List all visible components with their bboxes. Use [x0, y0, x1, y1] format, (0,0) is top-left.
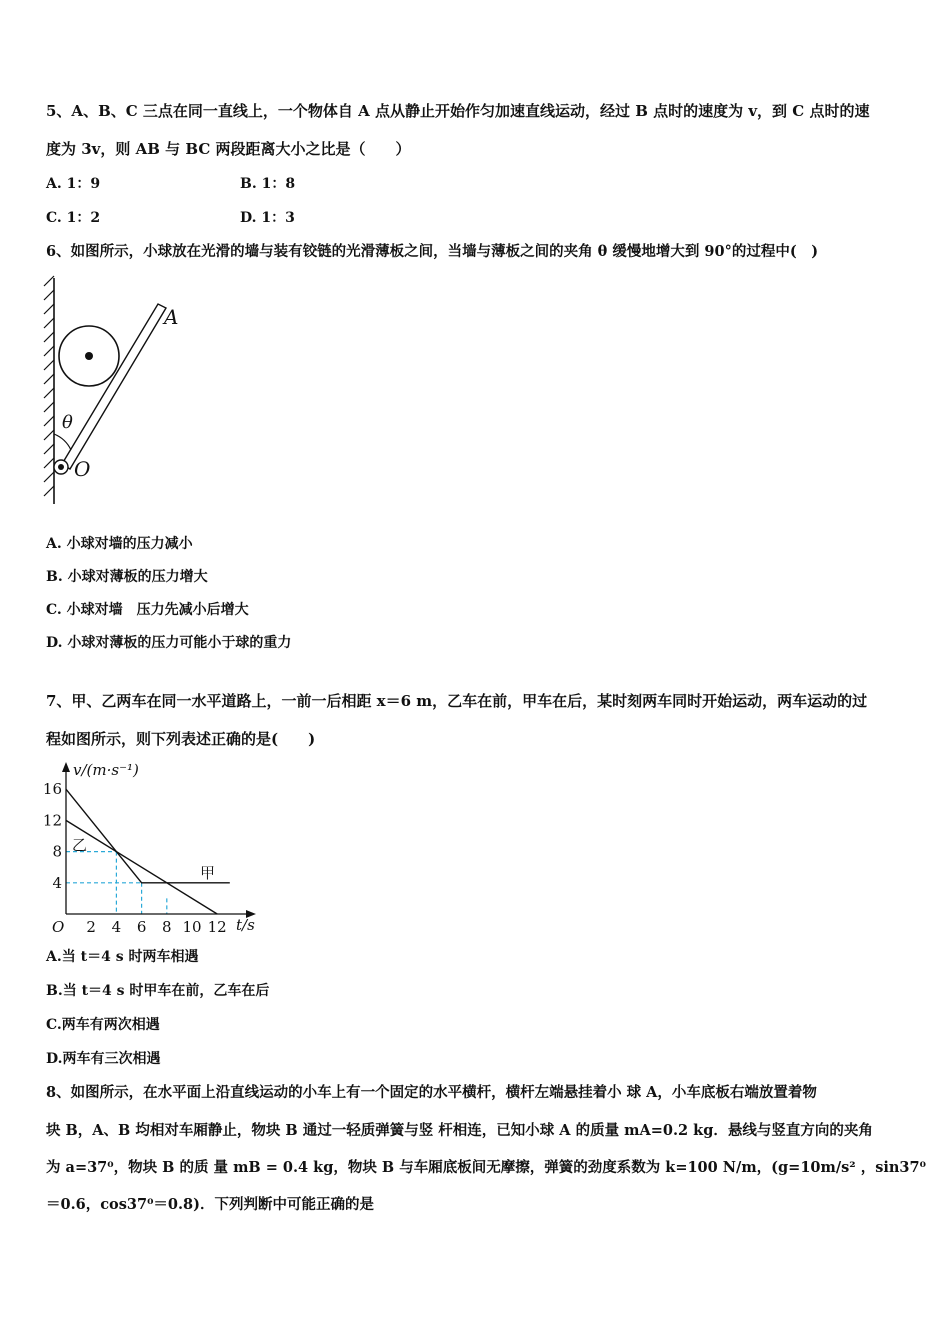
q5-stem-line1: 5、A、B、C 三点在同一直线上，一个物体自 A 点从静止开始作匀加速直线运动，经过 B 点时的速度为 v，到 C 点时的速	[46, 102, 870, 120]
y-axis-arrow	[62, 762, 70, 772]
chart-origin-label: O	[52, 918, 65, 936]
q7-option-b: B.当 t＝4 s 时甲车在前，乙车在后	[46, 983, 270, 999]
q8-stem-line2: 块 B，A、B 均相对车厢静止，物块 B 通过一轻质弹簧与竖 杆相连，已知小球 A 的质量 mA=0.2 kg．悬线与竖直方向的夹角	[46, 1122, 873, 1139]
chart-ylabel: v/(m·s⁻¹)	[73, 761, 139, 779]
label-o: O	[74, 457, 91, 481]
y-tick-label: 16	[42, 780, 62, 799]
angle-arc	[54, 434, 71, 450]
x-tick-label: 12	[207, 918, 227, 936]
series-label-jia: 甲	[200, 864, 216, 882]
hinge-dot	[58, 464, 64, 470]
q5-option-d: D. 1：3	[240, 210, 295, 226]
x-tick-label: 10	[182, 918, 202, 936]
q6-option-b: B. 小球对薄板的压力增大	[46, 569, 208, 585]
q7-stem-line1: 7、甲、乙两车在同一水平道路上，一前一后相距 x＝6 m，乙车在前，甲车在后，某时刻两车同时开始运动，两车运动的过	[46, 692, 868, 710]
y-tick-label: 12	[42, 811, 62, 830]
wall-hatching	[44, 276, 54, 504]
x-tick-label: 6	[136, 918, 147, 936]
q7-option-c: C.两车有两次相遇	[46, 1017, 160, 1033]
q8-stem-line1: 8、如图所示，在水平面上沿直线运动的小车上有一个固定的水平横杆，横杆左端悬挂着小 球 A，小车底板右端放置着物	[46, 1084, 817, 1101]
q5-option-c: C. 1：2	[46, 210, 101, 226]
q6-stem: 6、如图所示，小球放在光滑的墙与装有铰链的光滑薄板之间，当墙与薄板之间的夹角 θ 缓慢地增大到 90°的过程中( )	[46, 243, 819, 260]
q6-wall-board-figure	[40, 272, 200, 512]
q5-option-b: B. 1：8	[240, 176, 296, 192]
ball-center-dot	[85, 352, 93, 360]
q6-option-d: D. 小球对薄板的压力可能小于球的重力	[46, 635, 292, 651]
q7-option-a: A.当 t＝4 s 时两车相遇	[46, 949, 199, 965]
chart-xlabel: t/s	[236, 916, 255, 934]
q8-stem-line4: ＝0.6，cos37⁰＝0.8)．下列判断中可能正确的是	[46, 1196, 375, 1213]
chart-axes	[62, 762, 256, 918]
q5-option-a: A. 1：9	[46, 176, 101, 192]
label-theta: θ	[62, 412, 73, 433]
q8-stem-line3: 为 a=37⁰，物块 B 的质 量 mB = 0.4 kg，物块 B 与车厢底板间无摩擦，弹簧的劲度系数为 k=100 N/m，(g=10m/s² ，sin37⁰	[46, 1159, 926, 1176]
q6-option-c: C. 小球对墙 压力先减小后增大	[46, 602, 249, 618]
x-tick-label: 8	[162, 918, 172, 936]
series-label-yi: 乙	[72, 836, 88, 854]
x-tick-label: 4	[111, 918, 122, 936]
q7-option-d: D.两车有三次相遇	[46, 1051, 161, 1067]
q7-stem-line2: 程如图所示，则下列表述正确的是( )	[46, 730, 316, 748]
y-tick-label: 4	[52, 873, 62, 892]
q7-vt-chart	[40, 758, 270, 938]
chart-ticks	[43, 780, 227, 936]
y-tick-label: 8	[52, 842, 62, 861]
q6-option-a: A. 小球对墙的压力减小	[46, 536, 193, 552]
label-a: A	[164, 305, 179, 329]
x-tick-label: 2	[86, 918, 96, 936]
q5-stem-line2: 度为 3v，则 AB 与 BC 两段距离大小之比是（ ）	[46, 140, 411, 158]
